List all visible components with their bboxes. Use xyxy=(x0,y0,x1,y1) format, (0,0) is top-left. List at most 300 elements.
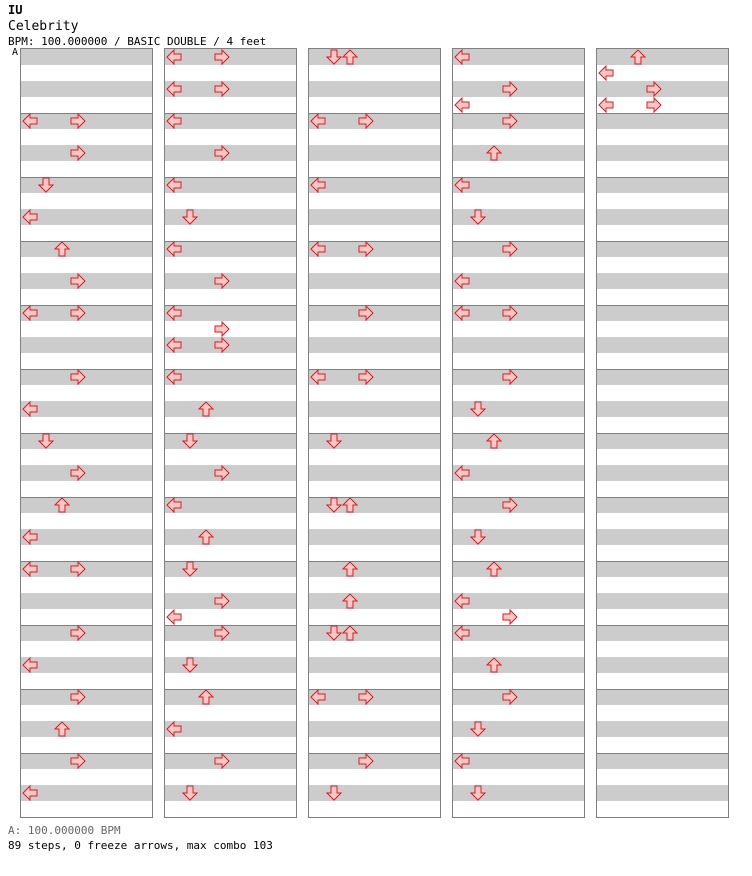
step-arrow-left xyxy=(22,401,38,417)
measure-line xyxy=(597,625,728,626)
step-arrow-down xyxy=(470,209,486,225)
step-arrow-left xyxy=(454,753,470,769)
step-arrow-up xyxy=(342,497,358,513)
step-arrow-up xyxy=(486,561,502,577)
step-arrow-right xyxy=(70,561,86,577)
measure-line xyxy=(597,113,728,114)
step-arrow-left xyxy=(454,465,470,481)
left-arrow-icon xyxy=(454,49,470,65)
beat-band xyxy=(165,305,296,321)
right-arrow-icon xyxy=(358,753,374,769)
right-arrow-icon xyxy=(214,625,230,641)
down-arrow-icon xyxy=(326,785,342,801)
beat-band xyxy=(165,369,296,385)
step-arrow-up xyxy=(486,433,502,449)
beat-band xyxy=(309,241,440,257)
measure-line xyxy=(597,241,728,242)
beat-band xyxy=(309,465,440,481)
step-arrow-left xyxy=(454,593,470,609)
measure-line xyxy=(165,753,296,754)
left-arrow-icon xyxy=(454,753,470,769)
step-arrow-right xyxy=(214,321,230,337)
beat-band xyxy=(597,657,728,673)
step-arrow-left xyxy=(454,177,470,193)
step-arrow-left xyxy=(454,625,470,641)
left-arrow-icon xyxy=(454,593,470,609)
step-arrow-down xyxy=(182,561,198,577)
beat-band xyxy=(453,561,584,577)
step-arrow-right xyxy=(214,465,230,481)
right-arrow-icon xyxy=(358,369,374,385)
beat-band xyxy=(309,81,440,97)
beat-band xyxy=(21,497,152,513)
right-arrow-icon xyxy=(70,625,86,641)
measure-line xyxy=(597,497,728,498)
measure-line xyxy=(21,561,152,562)
step-arrow-right xyxy=(502,689,518,705)
left-arrow-icon xyxy=(22,529,38,545)
step-arrow-right xyxy=(502,609,518,625)
down-arrow-icon xyxy=(470,209,486,225)
left-arrow-icon xyxy=(22,401,38,417)
beat-band xyxy=(453,241,584,257)
beat-band xyxy=(21,209,152,225)
beat-band xyxy=(165,113,296,129)
beat-band xyxy=(453,273,584,289)
right-arrow-icon xyxy=(70,305,86,321)
step-arrow-right xyxy=(214,49,230,65)
up-arrow-icon xyxy=(342,625,358,641)
measure-line xyxy=(309,561,440,562)
beat-band xyxy=(309,401,440,417)
up-arrow-icon xyxy=(486,657,502,673)
step-arrow-left xyxy=(454,97,470,113)
right-arrow-icon xyxy=(214,321,230,337)
step-arrow-left xyxy=(22,209,38,225)
step-arrow-left xyxy=(310,689,326,705)
up-arrow-icon xyxy=(342,593,358,609)
up-arrow-icon xyxy=(630,49,646,65)
step-arrow-left xyxy=(22,657,38,673)
right-arrow-icon xyxy=(214,753,230,769)
down-arrow-icon xyxy=(326,49,342,65)
beat-band xyxy=(309,721,440,737)
step-arrow-down xyxy=(326,49,342,65)
beat-band xyxy=(21,337,152,353)
step-arrow-down xyxy=(470,785,486,801)
measure-line xyxy=(165,369,296,370)
down-arrow-icon xyxy=(326,497,342,513)
up-arrow-icon xyxy=(486,433,502,449)
measure-line xyxy=(453,561,584,562)
right-arrow-icon xyxy=(502,689,518,705)
right-arrow-icon xyxy=(358,113,374,129)
left-arrow-icon xyxy=(454,97,470,113)
step-arrow-right xyxy=(358,689,374,705)
beat-band xyxy=(21,721,152,737)
left-arrow-icon xyxy=(166,721,182,737)
left-arrow-icon xyxy=(22,657,38,673)
step-arrow-up xyxy=(342,561,358,577)
step-arrow-right xyxy=(502,369,518,385)
step-arrow-down xyxy=(326,497,342,513)
down-arrow-icon xyxy=(182,657,198,673)
step-arrow-left xyxy=(166,49,182,65)
beat-band xyxy=(21,241,152,257)
right-arrow-icon xyxy=(214,81,230,97)
left-arrow-icon xyxy=(166,497,182,513)
beat-band xyxy=(21,113,152,129)
step-arrow-left xyxy=(310,369,326,385)
measure-line xyxy=(165,625,296,626)
step-arrow-down xyxy=(182,433,198,449)
chart-column-3 xyxy=(308,48,441,818)
step-arrow-up xyxy=(342,625,358,641)
up-arrow-icon xyxy=(198,529,214,545)
beat-band xyxy=(309,209,440,225)
step-arrow-left xyxy=(22,305,38,321)
chart-info: BPM: 100.000000 / BASIC DOUBLE / 4 feet xyxy=(8,35,267,48)
measure-line xyxy=(309,305,440,306)
chart-column-1 xyxy=(20,48,153,818)
measure-line xyxy=(597,561,728,562)
step-arrow-up xyxy=(486,657,502,673)
step-arrow-right xyxy=(70,369,86,385)
left-arrow-icon xyxy=(454,465,470,481)
beat-band xyxy=(309,753,440,769)
right-arrow-icon xyxy=(502,241,518,257)
step-arrow-down xyxy=(326,785,342,801)
step-arrow-right xyxy=(646,81,662,97)
step-arrow-right xyxy=(358,369,374,385)
measure-line xyxy=(21,689,152,690)
beat-band xyxy=(453,689,584,705)
measure-line xyxy=(165,689,296,690)
right-arrow-icon xyxy=(214,273,230,289)
beat-band xyxy=(165,273,296,289)
beat-band xyxy=(597,625,728,641)
down-arrow-icon xyxy=(470,529,486,545)
right-arrow-icon xyxy=(358,689,374,705)
measure-line xyxy=(597,305,728,306)
step-arrow-down xyxy=(326,625,342,641)
left-arrow-icon xyxy=(22,561,38,577)
up-arrow-icon xyxy=(54,497,70,513)
left-arrow-icon xyxy=(166,369,182,385)
left-arrow-icon xyxy=(166,177,182,193)
chart-column-2 xyxy=(164,48,297,818)
step-arrow-down xyxy=(470,401,486,417)
step-arrow-up xyxy=(342,593,358,609)
step-arrow-left xyxy=(166,609,182,625)
up-arrow-icon xyxy=(198,689,214,705)
up-arrow-icon xyxy=(54,241,70,257)
beat-band xyxy=(453,337,584,353)
down-arrow-icon xyxy=(326,433,342,449)
chart-column-4 xyxy=(452,48,585,818)
measure-line xyxy=(21,625,152,626)
beat-band xyxy=(309,337,440,353)
right-arrow-icon xyxy=(70,369,86,385)
left-arrow-icon xyxy=(22,785,38,801)
step-arrow-up xyxy=(54,721,70,737)
beat-band xyxy=(21,401,152,417)
measure-line xyxy=(21,753,152,754)
up-arrow-icon xyxy=(486,561,502,577)
right-arrow-icon xyxy=(646,81,662,97)
right-arrow-icon xyxy=(70,689,86,705)
chart-stats: 89 steps, 0 freeze arrows, max combo 103 xyxy=(8,839,273,852)
beat-band xyxy=(453,369,584,385)
right-arrow-icon xyxy=(646,97,662,113)
down-arrow-icon xyxy=(182,785,198,801)
step-arrow-down xyxy=(182,785,198,801)
left-arrow-icon xyxy=(166,49,182,65)
step-arrow-right xyxy=(70,625,86,641)
left-arrow-icon xyxy=(454,177,470,193)
step-arrow-left xyxy=(166,721,182,737)
beat-band xyxy=(597,401,728,417)
right-arrow-icon xyxy=(502,497,518,513)
right-arrow-icon xyxy=(358,305,374,321)
step-arrow-down xyxy=(182,209,198,225)
beat-band xyxy=(597,81,728,97)
left-arrow-icon xyxy=(310,113,326,129)
measure-line xyxy=(453,305,584,306)
beat-band xyxy=(21,657,152,673)
right-arrow-icon xyxy=(214,49,230,65)
measure-line xyxy=(165,177,296,178)
step-arrow-left xyxy=(310,241,326,257)
right-arrow-icon xyxy=(502,113,518,129)
left-arrow-icon xyxy=(22,209,38,225)
right-arrow-icon xyxy=(502,609,518,625)
beat-band xyxy=(309,369,440,385)
step-arrow-left xyxy=(22,785,38,801)
step-arrow-right xyxy=(70,113,86,129)
beat-band xyxy=(597,561,728,577)
step-arrow-right xyxy=(214,593,230,609)
beat-band xyxy=(453,433,584,449)
left-arrow-icon xyxy=(598,97,614,113)
step-arrow-right xyxy=(502,81,518,97)
step-arrow-up xyxy=(486,145,502,161)
beat-band xyxy=(597,177,728,193)
beat-band xyxy=(165,177,296,193)
down-arrow-icon xyxy=(326,625,342,641)
left-arrow-icon xyxy=(166,609,182,625)
left-arrow-icon xyxy=(22,113,38,129)
beat-band xyxy=(597,721,728,737)
beat-band xyxy=(453,625,584,641)
beat-band xyxy=(597,785,728,801)
step-arrow-left xyxy=(598,65,614,81)
beat-band xyxy=(597,113,728,129)
step-arrow-down xyxy=(38,433,54,449)
beat-band xyxy=(597,433,728,449)
beat-band xyxy=(165,529,296,545)
step-arrow-down xyxy=(470,721,486,737)
step-arrow-left xyxy=(454,273,470,289)
measure-line xyxy=(453,753,584,754)
step-arrow-up xyxy=(198,401,214,417)
step-arrow-left xyxy=(310,177,326,193)
step-arrow-up xyxy=(54,497,70,513)
beat-band xyxy=(453,753,584,769)
step-arrow-down xyxy=(326,433,342,449)
measure-line xyxy=(21,497,152,498)
beat-band xyxy=(21,561,152,577)
down-arrow-icon xyxy=(182,433,198,449)
left-arrow-icon xyxy=(598,65,614,81)
step-arrow-right xyxy=(70,465,86,481)
beat-band xyxy=(21,273,152,289)
beat-band xyxy=(21,689,152,705)
beat-band xyxy=(165,241,296,257)
beat-band xyxy=(453,497,584,513)
measure-line xyxy=(453,177,584,178)
measure-line xyxy=(597,369,728,370)
down-arrow-icon xyxy=(470,721,486,737)
right-arrow-icon xyxy=(502,81,518,97)
right-arrow-icon xyxy=(358,241,374,257)
beat-band xyxy=(597,465,728,481)
beat-band xyxy=(453,305,584,321)
beat-band xyxy=(597,689,728,705)
measure-line xyxy=(597,689,728,690)
step-arrow-up xyxy=(630,49,646,65)
beat-band xyxy=(165,753,296,769)
beat-band xyxy=(597,369,728,385)
right-arrow-icon xyxy=(502,305,518,321)
beat-band xyxy=(453,81,584,97)
step-arrow-right xyxy=(502,113,518,129)
right-arrow-icon xyxy=(214,465,230,481)
step-arrow-right xyxy=(214,625,230,641)
measure-line xyxy=(453,625,584,626)
up-arrow-icon xyxy=(342,561,358,577)
beat-band xyxy=(597,337,728,353)
measure-line xyxy=(21,113,152,114)
right-arrow-icon xyxy=(70,113,86,129)
beat-band xyxy=(21,145,152,161)
beat-band xyxy=(453,49,584,65)
step-arrow-down xyxy=(182,657,198,673)
down-arrow-icon xyxy=(38,433,54,449)
beat-band xyxy=(21,49,152,65)
up-arrow-icon xyxy=(342,49,358,65)
beat-band xyxy=(453,657,584,673)
left-arrow-icon xyxy=(166,113,182,129)
left-arrow-icon xyxy=(166,81,182,97)
step-arrow-right xyxy=(358,305,374,321)
measure-line xyxy=(165,113,296,114)
step-arrow-left xyxy=(166,305,182,321)
beat-band xyxy=(21,753,152,769)
step-arrow-right xyxy=(502,497,518,513)
beat-band xyxy=(309,113,440,129)
beat-band xyxy=(21,625,152,641)
step-arrow-up xyxy=(198,529,214,545)
right-arrow-icon xyxy=(214,593,230,609)
step-arrow-right xyxy=(358,241,374,257)
beat-band xyxy=(597,241,728,257)
step-arrow-down xyxy=(38,177,54,193)
measure-line xyxy=(597,753,728,754)
right-arrow-icon xyxy=(214,145,230,161)
right-arrow-icon xyxy=(214,337,230,353)
measure-line xyxy=(309,689,440,690)
measure-line xyxy=(21,305,152,306)
step-arrow-right xyxy=(70,689,86,705)
step-arrow-left xyxy=(22,529,38,545)
left-arrow-icon xyxy=(454,625,470,641)
up-arrow-icon xyxy=(342,497,358,513)
beat-band xyxy=(21,785,152,801)
left-arrow-icon xyxy=(310,689,326,705)
step-arrow-left xyxy=(166,497,182,513)
step-arrow-right xyxy=(214,145,230,161)
beat-band xyxy=(21,465,152,481)
measure-line xyxy=(309,753,440,754)
beat-band xyxy=(597,593,728,609)
measure-line xyxy=(597,433,728,434)
beat-band xyxy=(165,625,296,641)
measure-line xyxy=(453,689,584,690)
left-arrow-icon xyxy=(310,241,326,257)
beat-band xyxy=(165,593,296,609)
up-arrow-icon xyxy=(54,721,70,737)
measure-line xyxy=(453,241,584,242)
right-arrow-icon xyxy=(70,561,86,577)
beat-band xyxy=(309,689,440,705)
up-arrow-icon xyxy=(198,401,214,417)
measure-line xyxy=(309,241,440,242)
step-arrow-up xyxy=(54,241,70,257)
beat-band xyxy=(165,337,296,353)
left-arrow-icon xyxy=(310,369,326,385)
beat-band xyxy=(309,305,440,321)
step-arrow-right xyxy=(214,337,230,353)
beat-band xyxy=(309,273,440,289)
beat-band xyxy=(21,305,152,321)
chart-column-5 xyxy=(596,48,729,818)
beat-band xyxy=(597,305,728,321)
beat-band xyxy=(309,657,440,673)
beat-band xyxy=(597,497,728,513)
step-arrow-left xyxy=(454,49,470,65)
measure-line xyxy=(309,369,440,370)
beat-band xyxy=(165,49,296,65)
step-arrow-left xyxy=(22,561,38,577)
measure-line xyxy=(453,433,584,434)
beat-band xyxy=(21,369,152,385)
step-arrow-left xyxy=(166,369,182,385)
left-arrow-icon xyxy=(454,273,470,289)
measure-line xyxy=(21,369,152,370)
beat-band xyxy=(597,209,728,225)
down-arrow-icon xyxy=(470,785,486,801)
beat-band xyxy=(165,721,296,737)
measure-line xyxy=(309,177,440,178)
beat-band xyxy=(165,465,296,481)
step-arrow-up xyxy=(342,49,358,65)
beat-band xyxy=(309,561,440,577)
step-arrow-right xyxy=(358,753,374,769)
right-arrow-icon xyxy=(70,465,86,481)
step-arrow-right xyxy=(70,305,86,321)
artist-name: IU xyxy=(8,3,23,17)
